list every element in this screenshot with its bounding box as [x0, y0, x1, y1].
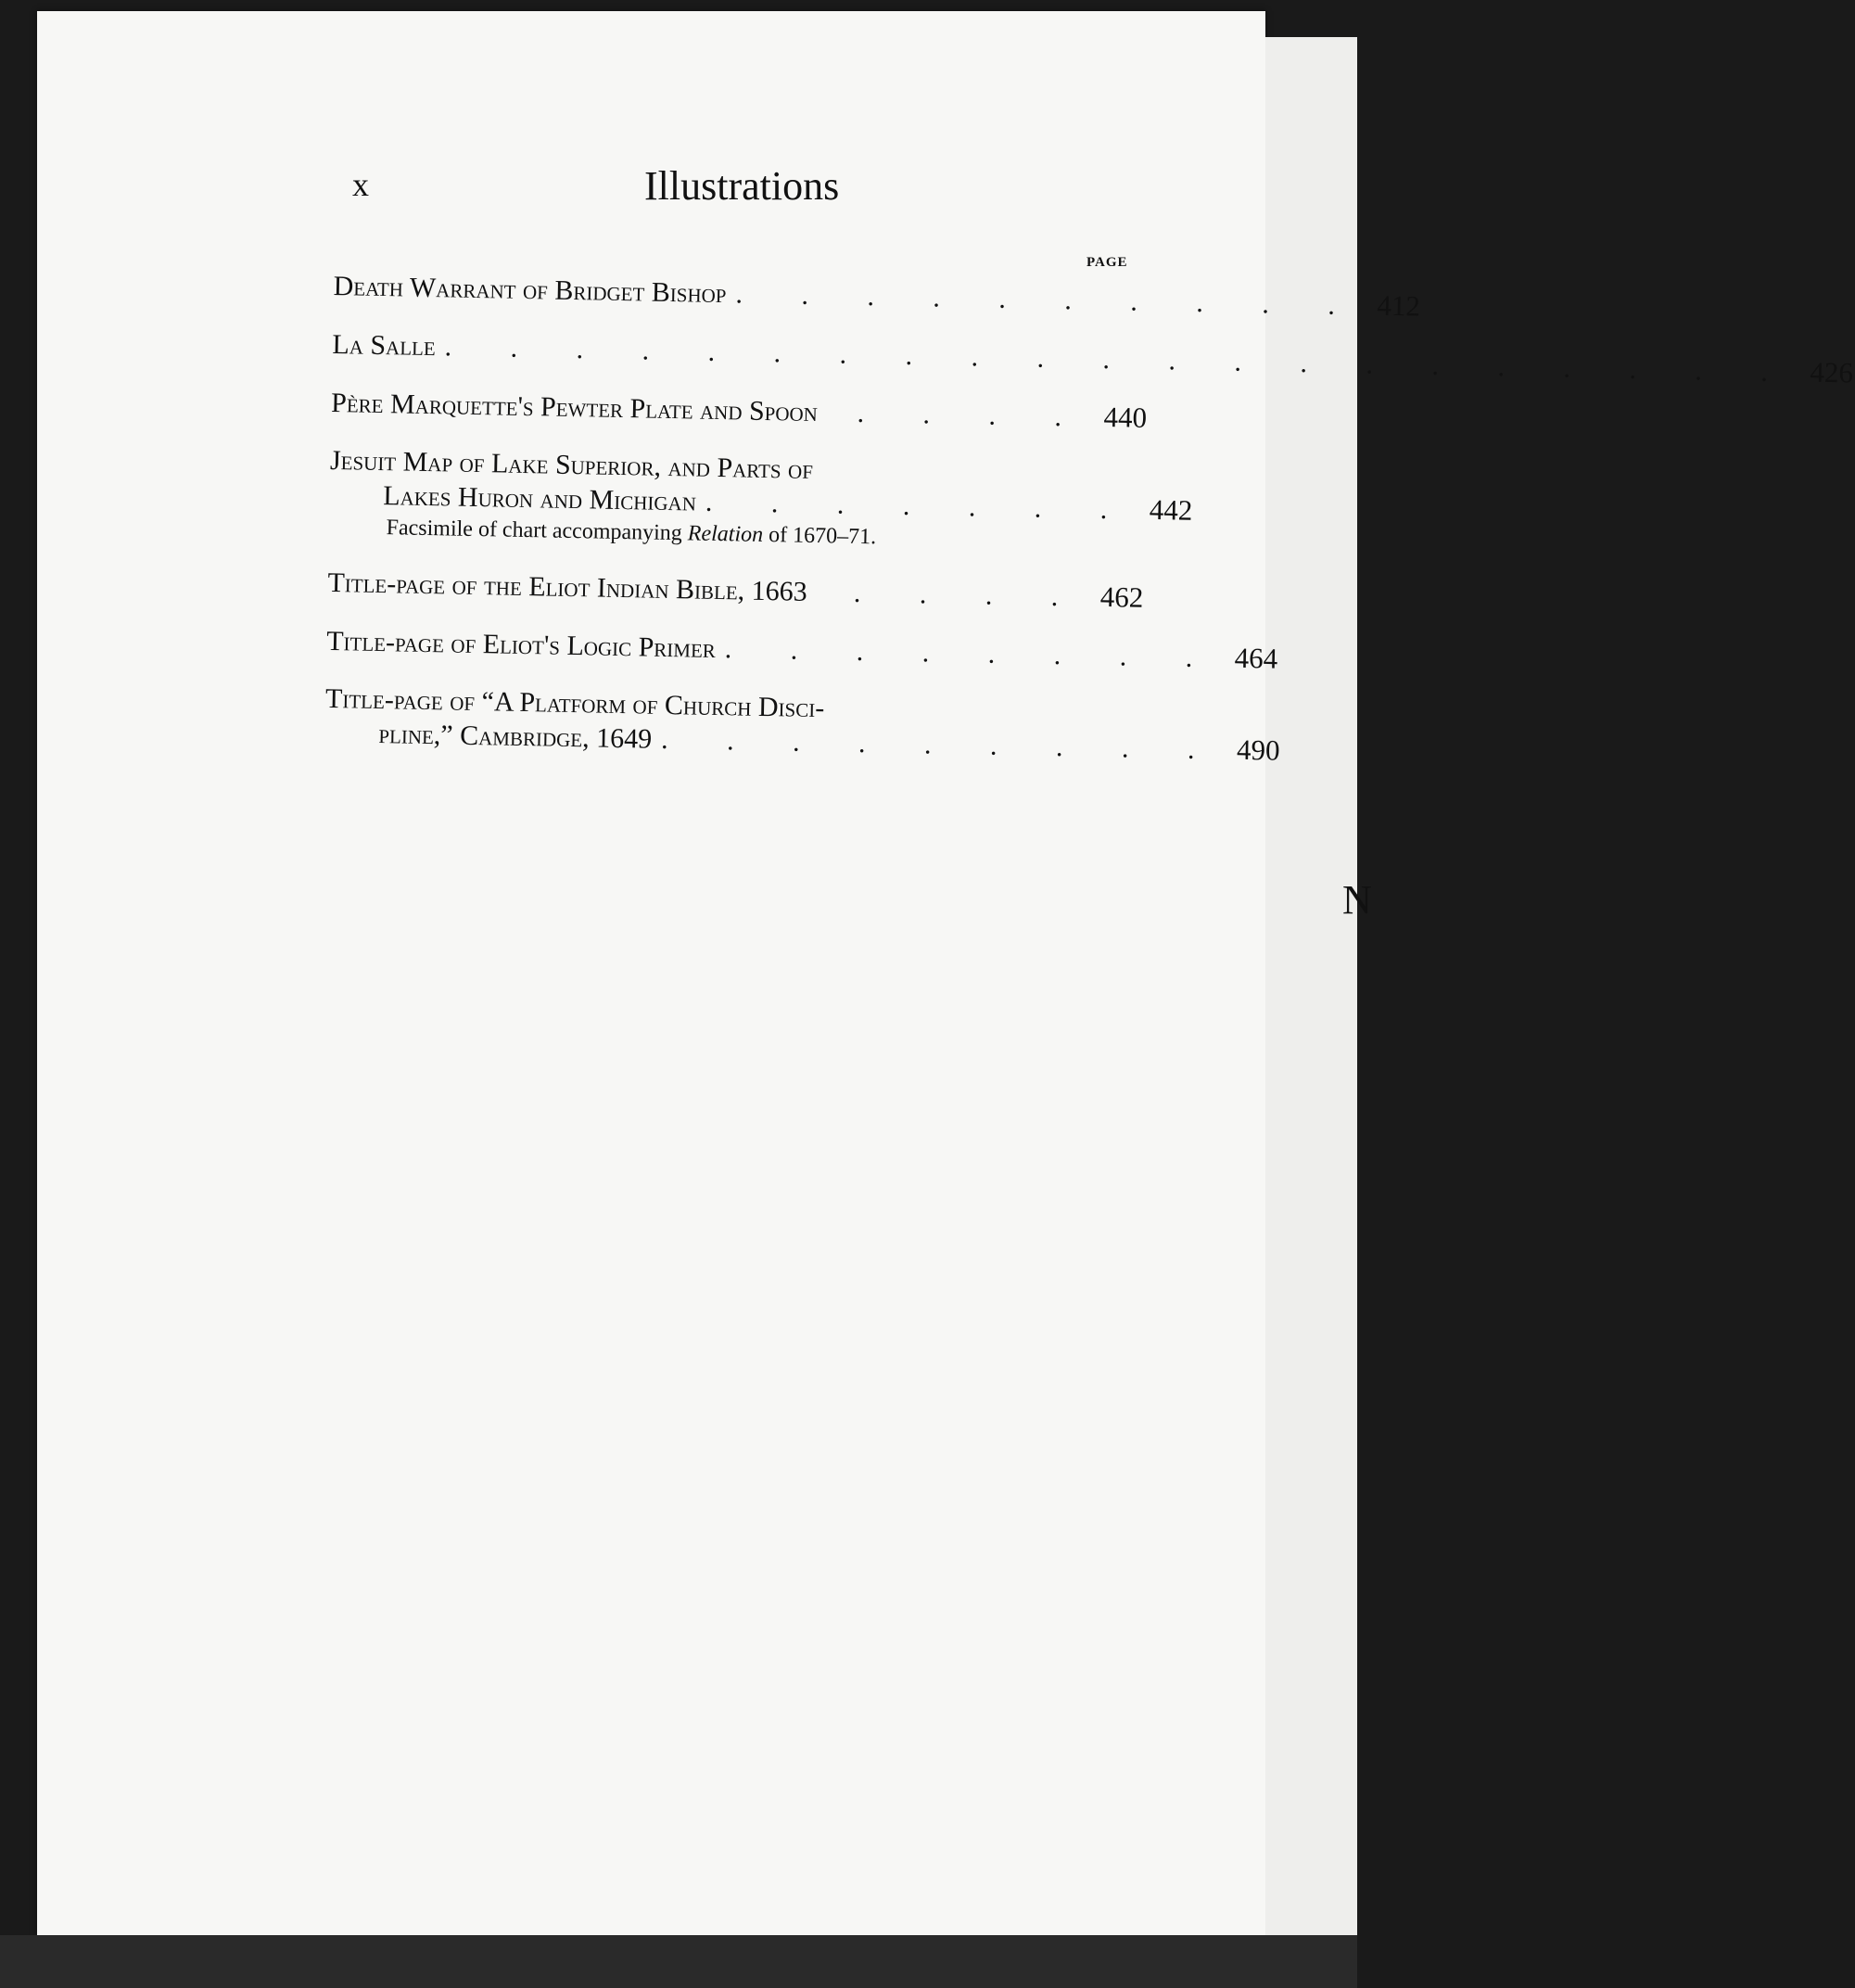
scan-bottom-edge [0, 1935, 1357, 1988]
entry-title-continued: Lakes Huron and Michigan [382, 480, 697, 517]
entry-title: La Salle [332, 328, 437, 363]
list-item: Jesuit Map of Lake Superior, and Parts of Lakes Huron and Michigan . . . . . . . 442 Facsimile of chart accompanying Relation of 1670–71. [328, 444, 1146, 557]
list-item: Title-page of the Eliot Indian Bible, 1663 . . . . 462 [327, 567, 1144, 614]
page-column-label: PAGE [1086, 255, 1128, 270]
entry-page-number: 440 [1103, 400, 1148, 434]
entry-title-continued: pline,” Cambridge, 1649 [378, 719, 653, 755]
list-item: Title-page of Eliot's Logic Primer . . . . . . . . 464 [325, 625, 1278, 675]
entry-title: Death Warrant of Bridget Bishop [333, 270, 727, 310]
list-item: Père Marquette's Pewter Plate and Spoon . . . . 440 [330, 387, 1148, 434]
running-head: Illustrations [644, 163, 840, 209]
list-item: Title-page of “A Platform of Church Disci- pline,” Cambridge, 1649 . . . . . . . . . 490 [324, 682, 1280, 767]
list-item: Death Warrant of Bridget Bishop . . . . . . . . . . 412 [333, 270, 1421, 323]
entry-page-number: 464 [1234, 641, 1278, 675]
entry-page-number: 412 [1377, 288, 1421, 323]
folio-number: x [352, 166, 369, 203]
entry-title: Title-page of the Eliot Indian Bible, 1663 [327, 567, 808, 607]
entry-page-number: 442 [1149, 492, 1193, 527]
entry-title: Title-page of Eliot's Logic Primer [325, 625, 717, 664]
entry-page-number: 490 [1236, 733, 1280, 767]
entry-page-number: 462 [1099, 580, 1144, 614]
illustrations-list [324, 269, 1854, 790]
facing-page-glyph: N [1342, 877, 1372, 923]
entry-title: Jesuit Map of Lake Superior, and Parts of [329, 444, 814, 485]
entry-caption: Facsimile of chart accompanying Relation of 1670–71. [386, 516, 877, 550]
facing-page-edge [1265, 37, 1357, 1988]
entry-page-number: 426 [1810, 355, 1854, 389]
entry-title: Père Marquette's Pewter Plate and Spoon [330, 387, 819, 428]
entry-title: Title-page of “A Platform of Church Disci- [324, 682, 825, 724]
list-item: La Salle . . . . . . . . . . . . . . . . . . . . . 426 [332, 328, 1854, 389]
